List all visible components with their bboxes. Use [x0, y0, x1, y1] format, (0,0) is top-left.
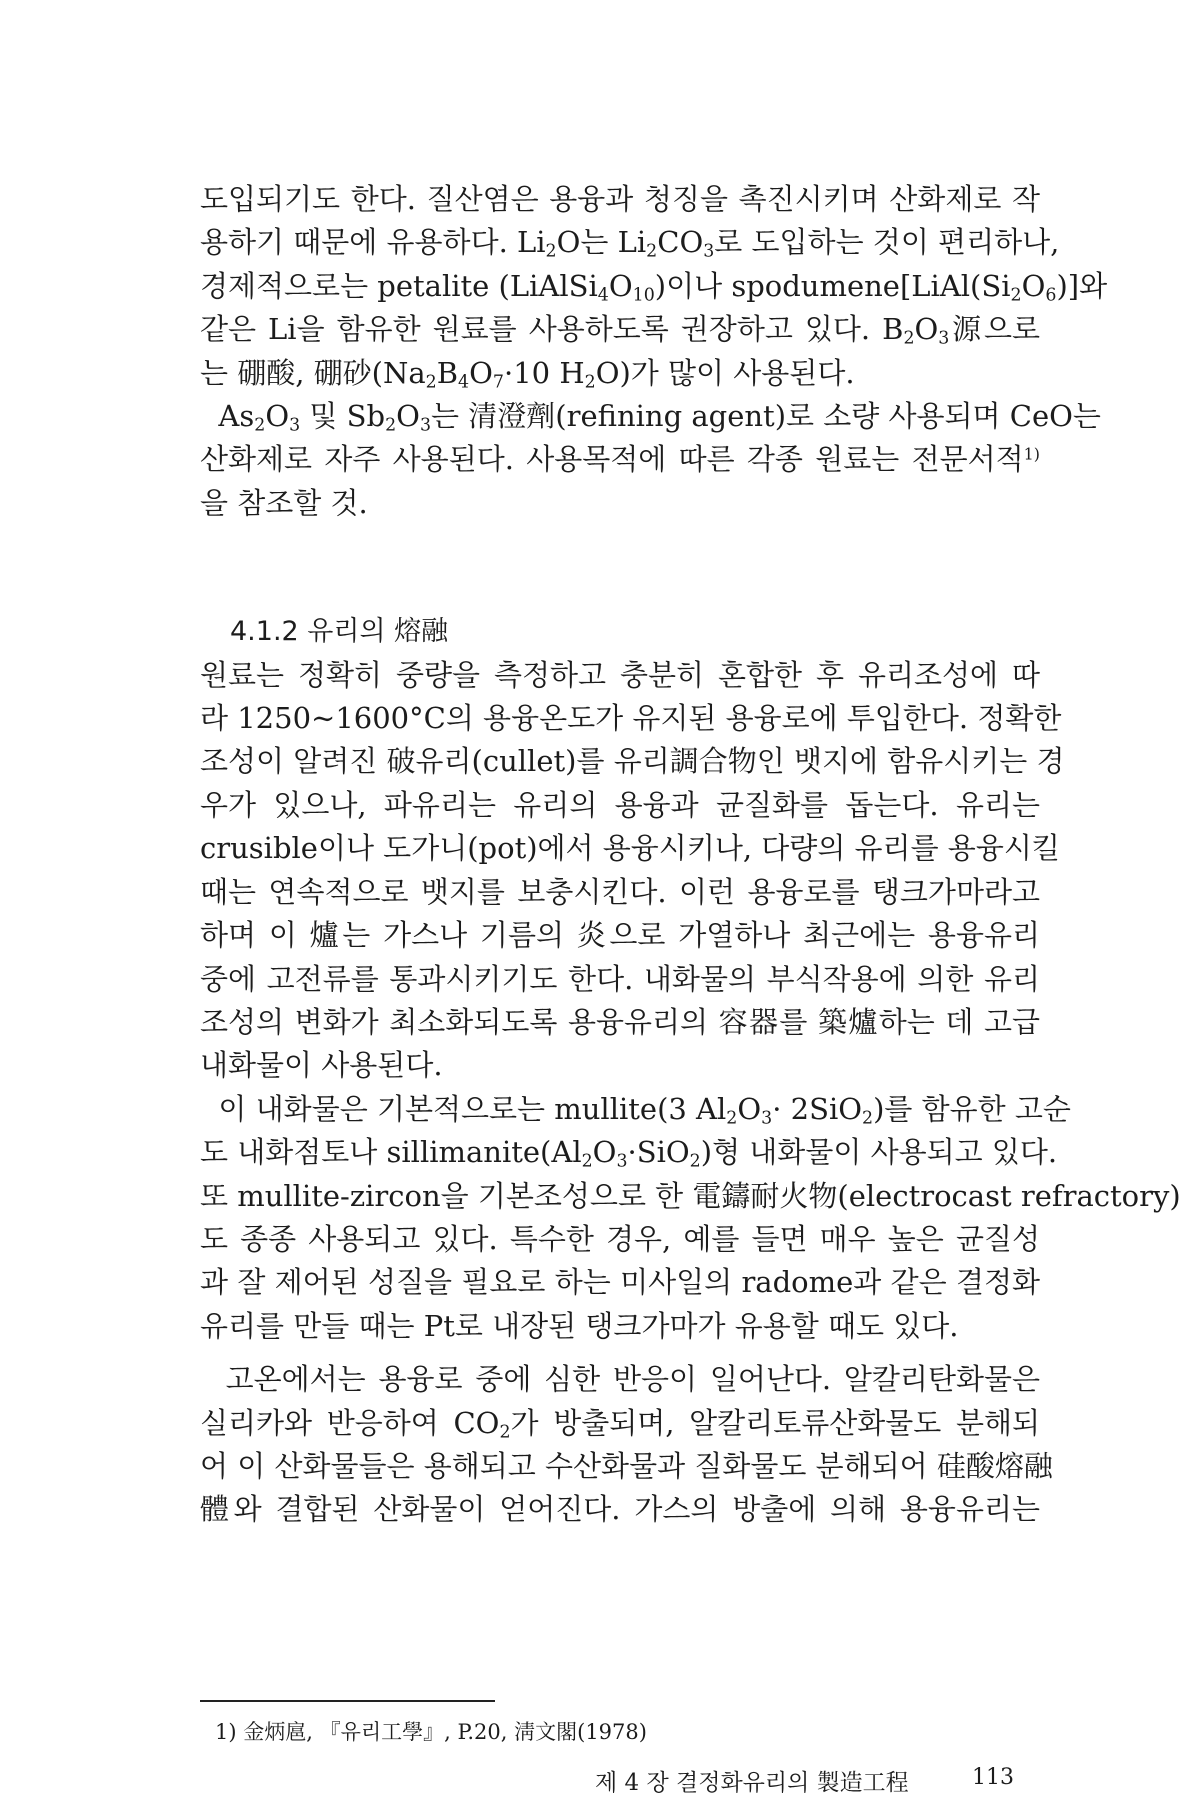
text-line: 내화물이 사용된다.: [200, 1048, 443, 1083]
paragraph-5: [200, 1358, 1053, 1532]
body-text: [200, 178, 1181, 1532]
paragraph-1: [200, 178, 1108, 395]
paragraph-spacer: [200, 1348, 1040, 1358]
text-segment: 고온에서는 용융로 중에 심한 반응이 일어난다. 알칼리탄화물은: [225, 1362, 1040, 1397]
section-spacer: [200, 525, 1040, 610]
text-line: 용하기 때문에 유용하다. $Li_2O$는 $Li_2CO_3$로 도입하는 것이 편리하나,: [200, 225, 1060, 262]
text-line: 도입되기도 한다. 질산염은 용융과 청징을 촉진시키며 산화제로 작: [200, 182, 1040, 216]
text-line: 또 mullite-zircon을 기본조성으로 한 電鑄耐火物(electrocast refractory): [200, 1178, 1181, 1213]
text-line: crusible이나 도가니(pot)에서 용융시키나, 다량의 유리를 용융시킬: [200, 831, 1060, 866]
text-line: 유리를 만들 때는 Pt로 내장된 탱크가마가 유용할 때도 있다.: [200, 1308, 959, 1343]
text-line: 중에 고전류를 통과시키기도 한다. 내화물의 부식작용에 의한 유리: [200, 961, 1040, 996]
page-number: 113: [972, 1765, 1014, 1790]
footnote-reference[interactable]: 1): [1023, 444, 1040, 464]
text-line: 과 잘 제어된 성질을 필요로 하는 미사일의 radome과 같은 결정화: [200, 1265, 1040, 1300]
text-line: 도 내화점토나 $sillimanite(Al_2O_3\cdot SiO_2)$형 내화물이 사용되고 있다.: [200, 1135, 1058, 1172]
text-line: [200, 438, 1040, 481]
text-line: 하며 이 爐는 가스나 기름의 炎으로 가열하나 최근에는 용융유리: [200, 918, 1040, 953]
text-line: 을 참조할 것.: [200, 485, 368, 520]
text-line: 원료는 정확히 중량을 측정하고 충분히 혼합한 후 유리조성에 따: [200, 657, 1040, 692]
text-line: $As_2O_3$ 및 $Sb_2O_3$는 清澄劑(refining agent)로 소량 사용되며 CeO는: [200, 399, 1101, 436]
footnote-divider: [200, 1700, 495, 1702]
text-line: 는 硼酸, 硼砂($Na_2B_4O_7\cdot 10$ $H_2O$)가 많이 사용된다.: [200, 355, 855, 392]
section-heading: 4.1.2 유리의 熔融: [230, 616, 449, 648]
text-line: 라 1250∼1600°C의 용융온도가 유지된 용융로에 투입한다. 정확한: [200, 701, 1062, 736]
text-line: 어 이 산화물들은 용해되고 수산화물과 질화물도 분해되어 硅酸熔融: [200, 1448, 1053, 1483]
text-line: [200, 1358, 1040, 1401]
paragraph-4: [200, 1088, 1181, 1348]
text-line: 우가 있으나, 파유리는 유리의 용융과 균질화를 돕는다. 유리는: [200, 787, 1040, 822]
running-footer-title: 제 4 장 결정화유리의 製造工程: [595, 1770, 909, 1796]
paragraph-2: [200, 395, 1101, 525]
text-line: 같은 Li을 함유한 원료를 사용하도록 권장하고 있다. $B_2O_3$源으로: [200, 312, 1040, 349]
text-line: 조성이 알려진 破유리(cullet)를 유리調合物인 뱃지에 함유시키는 경: [200, 744, 1065, 779]
text-line: 體와 결합된 산화물이 얻어진다. 가스의 방출에 의해 용융유리는: [200, 1492, 1040, 1527]
text-line: 경제적으로는 petalite $(LiAlSi_4O_{10})$이나 $spodumene[LiAl(Si_2O_6)]$와: [200, 268, 1108, 306]
text-line: 실리카와 반응하여 $CO_2$가 방출되며, 알칼리토류산화물도 분해되: [200, 1405, 1040, 1442]
text-line: 이 내화물은 기본적으로는 mullite(3 $Al_2O_3\cdot 2SiO_2$)를 함유한 고순: [200, 1091, 1071, 1129]
text-segment: 산화제로 자주 사용된다. 사용목적에 따른 각종 원료는 전문서적: [200, 442, 1024, 477]
footnote: 1) 金炳扈, 『유리工學』, P.20, 淸文閣(1978): [215, 1720, 647, 1744]
text-line: 때는 연속적으로 뱃지를 보충시킨다. 이런 용융로를 탱크가마라고: [200, 874, 1040, 909]
text-line: 조성의 변화가 최소화되도록 용융유리의 容器를 築爐하는 데 고급: [200, 1004, 1040, 1039]
text-line: 도 종종 사용되고 있다. 특수한 경우, 예를 들면 매우 높은 균질성: [200, 1221, 1040, 1256]
paragraph-3: [200, 654, 1065, 1088]
